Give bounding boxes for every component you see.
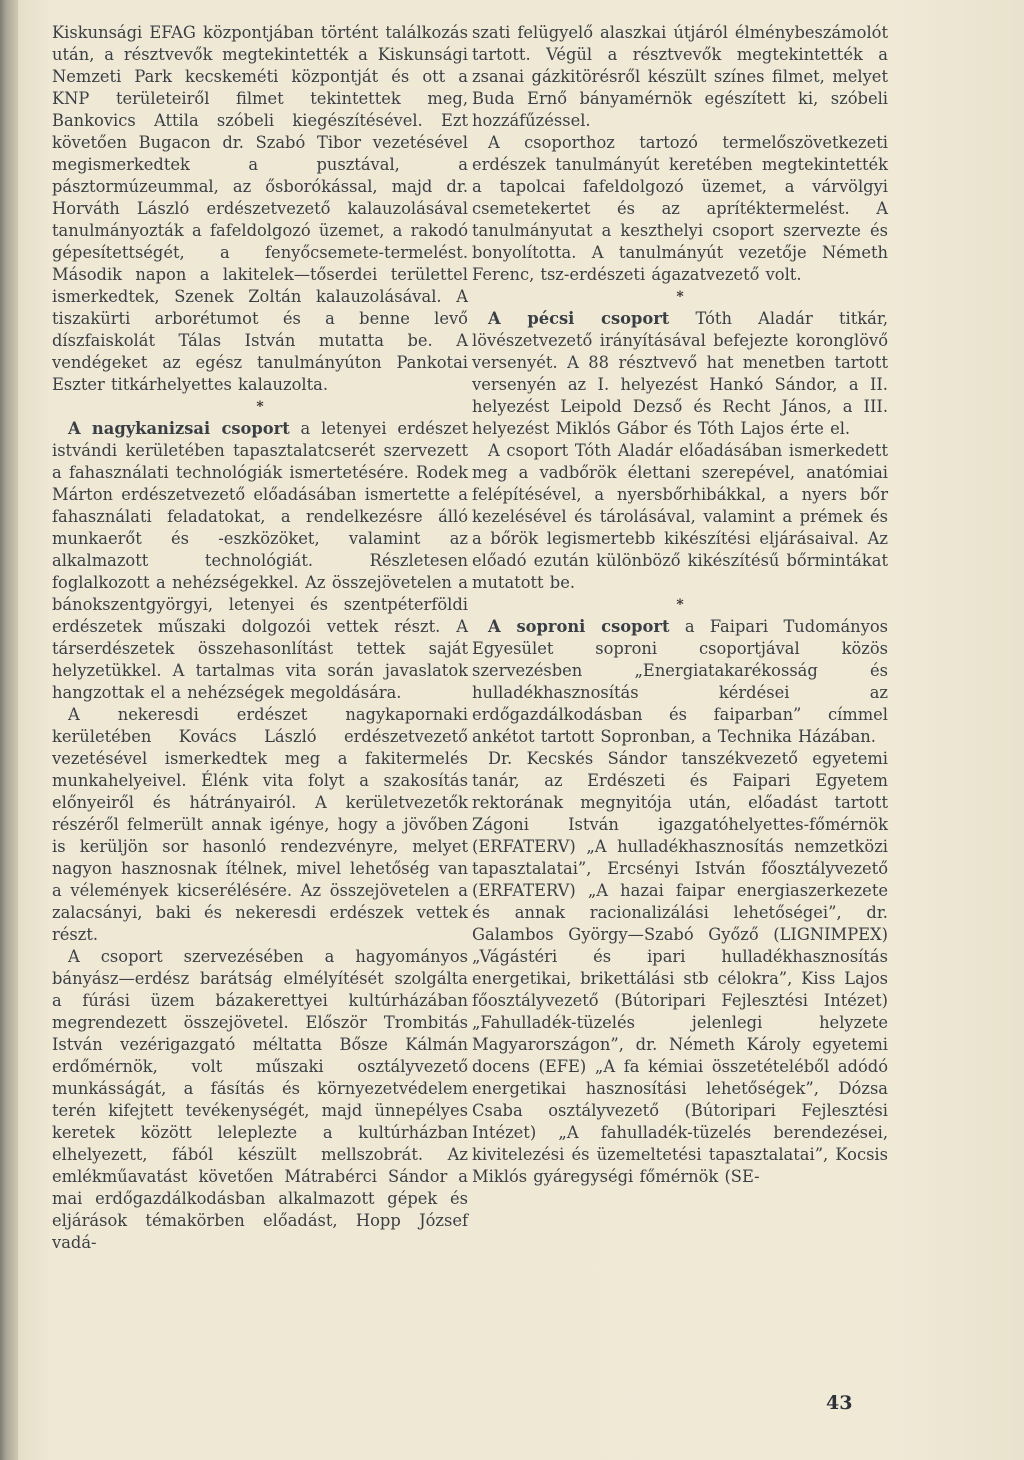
section-separator-star: * — [676, 597, 684, 613]
paragraph: Dr. Kecskés Sándor tanszékvezető egyetemi tanár, az Erdészeti és Faipari Egyetem rektorának megnyitója után, előadást tartott Zágoni István igazgatóhelyettes-főmérnök (ERFATERV) „A hulladékhasznosítás nemzetközi tapasztalatai”, Ercsényi István főosztályvezető (ERFATERV) „A hazai faipar energiaszerkezete és annak racionalizálási lehetőségei”, dr. Galambos György—Szabó Győző (LIGNIMPEX) „Vágástéri és ipari hulladékhasznosítás energetikai, brikettálási stb célokra”, Kiss Lajos főosztályvezető (Bútoripari Fejlesztési Intézet) „Fahulladék-tüzelés jelenlegi helyzete Magyarországon”, dr. Németh Károly egyetemi docens (EFE) „A fa kémiai összetételéből adódó energetikai hasznosítási lehetőségek”, Dózsa Csaba osztályvezető (Bútoripari Fejlesztési Intézet) „A fahulladék-tüzelés berendezései, kivitelezési és üzemeltetési tapasztalatai”, Kocsis Miklós gyáregységi főmérnök (SE- — [472, 749, 888, 1186]
section-separator-star: * — [676, 289, 684, 305]
section-heading: A soproni csoport — [488, 617, 670, 636]
page-number: 43 — [826, 1392, 853, 1414]
paragraph: A csoport Tóth Aladár előadásában ismerkedett meg a vadbőrök élettani szerepével, anatómiai felépítésével, a nyersbőrhibákkal, a nyers bőr kezelésével és tárolásával, valamint a prémek és a bőrök legismertebb kikészítési eljárásaival. Az előadó ezután különböző kikészítésű bőrmintákat mutatott be. — [472, 441, 888, 592]
section-heading: A pécsi csoport — [488, 309, 670, 328]
left-column — [52, 22, 468, 1254]
paragraph: A pécsi csoport Tóth Aladár titkár, lövészetvezető irányításával befejezte koronglövő versenyét. A 88 résztvevő hat menetben tartott versenyén az I. helyezést Hankó Sándor, a II. helyezést Leipold Dezső és Recht János, a III. helyezést Miklós Gábor és Tóth Lajos érte el. — [472, 309, 888, 438]
paragraph: A soproni csoport a Faipari Tudományos Egyesület soproni csoportjával közös szervezésben „Energiatakarékosság és hulladékhasznosítás kérdései az erdőgazdálkodásban és faiparban” címmel ankétot tartott Sopronban, a Technika Házában. — [472, 617, 888, 746]
section-separator-star: * — [256, 399, 264, 415]
page-spine-shadow — [0, 0, 18, 1460]
paragraph: A nekeresdi erdészet nagykapornaki kerületében Kovács László erdészetvezető vezetésével ismerkedtek meg a fakitermelés munkahelyeivel. Élénk vita folyt a szakosítás előnyeiről és hátrányairól. A kerületvezetők részéről felmerült annak igénye, hogy a jövőben is kerüljön sor hasonló rendezvényre, melyet nagyon hasznosnak ítélnek, mivel lehetőség van a vélemények kicserélésére. Az összejövetelen a zalacsányi, baki és nekeresdi erdészek vettek részt. — [52, 705, 468, 944]
section-heading: A nagykanizsai csoport — [68, 419, 290, 438]
paragraph: A nagykanizsai csoport a letenyei erdészet istvándi kerületében tapasztalatcserét szervezett a fahasználati technológiák ismertetésére. Rodek Márton erdészetvezető előadásában ismertette a fahasználati feladatokat, a rendelkezésre álló munkaerőt és -eszközöket, valamint az alkalmazott technológiát. Részletesen foglalkozott a nehézségekkel. Az összejövetelen a bánokszentgyörgyi, letenyei és szentpéterföldi erdészetek műszaki dolgozói vettek részt. A társerdészetek összehasonlítást tettek saját helyzetükkel. A tartalmas vita során javaslatok hangzottak el a nehézségek megoldására. — [52, 419, 469, 702]
paragraph: A csoport szervezésében a hagyományos bányász—erdész barátság elmélyítését szolgálta a fúrási üzem bázakerettyei kultúrházában megrendezett összejövetel. Először Trombitás István vezérigazgató méltatta Bősze Kálmán erdőmérnök, volt műszaki osztályvezető munkásságát, a fásítás és környezetvédelem terén kifejtett tevékenységét, majd ünnepélyes keretek között leleplezte a kultúrházban elhelyezett, fából készült mellszobrát. Az emlékműavatást követően Mátrabérci Sándor a mai erdőgazdálkodásban alkalmazott gépek és eljárások témakörben előadást, Hopp József vadá- — [52, 947, 468, 1252]
paragraph: A csoporthoz tartozó termelőszövetkezeti erdészek tanulmányút keretében megtekintették a tapolcai fafeldolgozó üzemet, a várvölgyi csemetekertet és az aprítéktermelést. A tanulmányutat a keszthelyi csoport szervezte és bonyolította. A tanulmányút vezetője Németh Ferenc, tsz-erdészeti ágazatvezető volt. — [472, 133, 888, 284]
right-column — [472, 22, 888, 1188]
paragraph: szati felügyelő alaszkai útjáról élménybeszámolót tartott. Végül a résztvevők megtekintették a zsanai gázkitörésről készült színes filmet, melyet Buda Ernő bányamérnök egészített ki, szóbeli hozzáfűzéssel. — [472, 23, 888, 130]
paragraph: Kiskunsági EFAG központjában történt találkozás után, a résztvevők megtekintették a Kiskunsági Nemzeti Park kecskeméti központját és ott a KNP területeiről filmet tekintettek meg, Bankovics Attila szóbeli kiegészítésével. Ezt követően Bugacon dr. Szabó Tibor vezetésével megismerkedtek a pusztával, a pásztormúzeummal, az ősborókással, majd dr. Horváth László erdészetvezető kalauzolásával tanulmányozták a fafeldolgozó üzemet, a rakodó gépesítettségét, a fenyőcsemete-termelést. Második napon a lakitelek—tőserdei területtel ismerkedtek, Szenek Zoltán kalauzolásával. A tiszakürti arborétumot és a benne levő díszfaiskolát Tálas István mutatta be. A vendégeket az egész tanulmányúton Pankotai Eszter titkárhelyettes kalauzolta. — [52, 23, 468, 394]
